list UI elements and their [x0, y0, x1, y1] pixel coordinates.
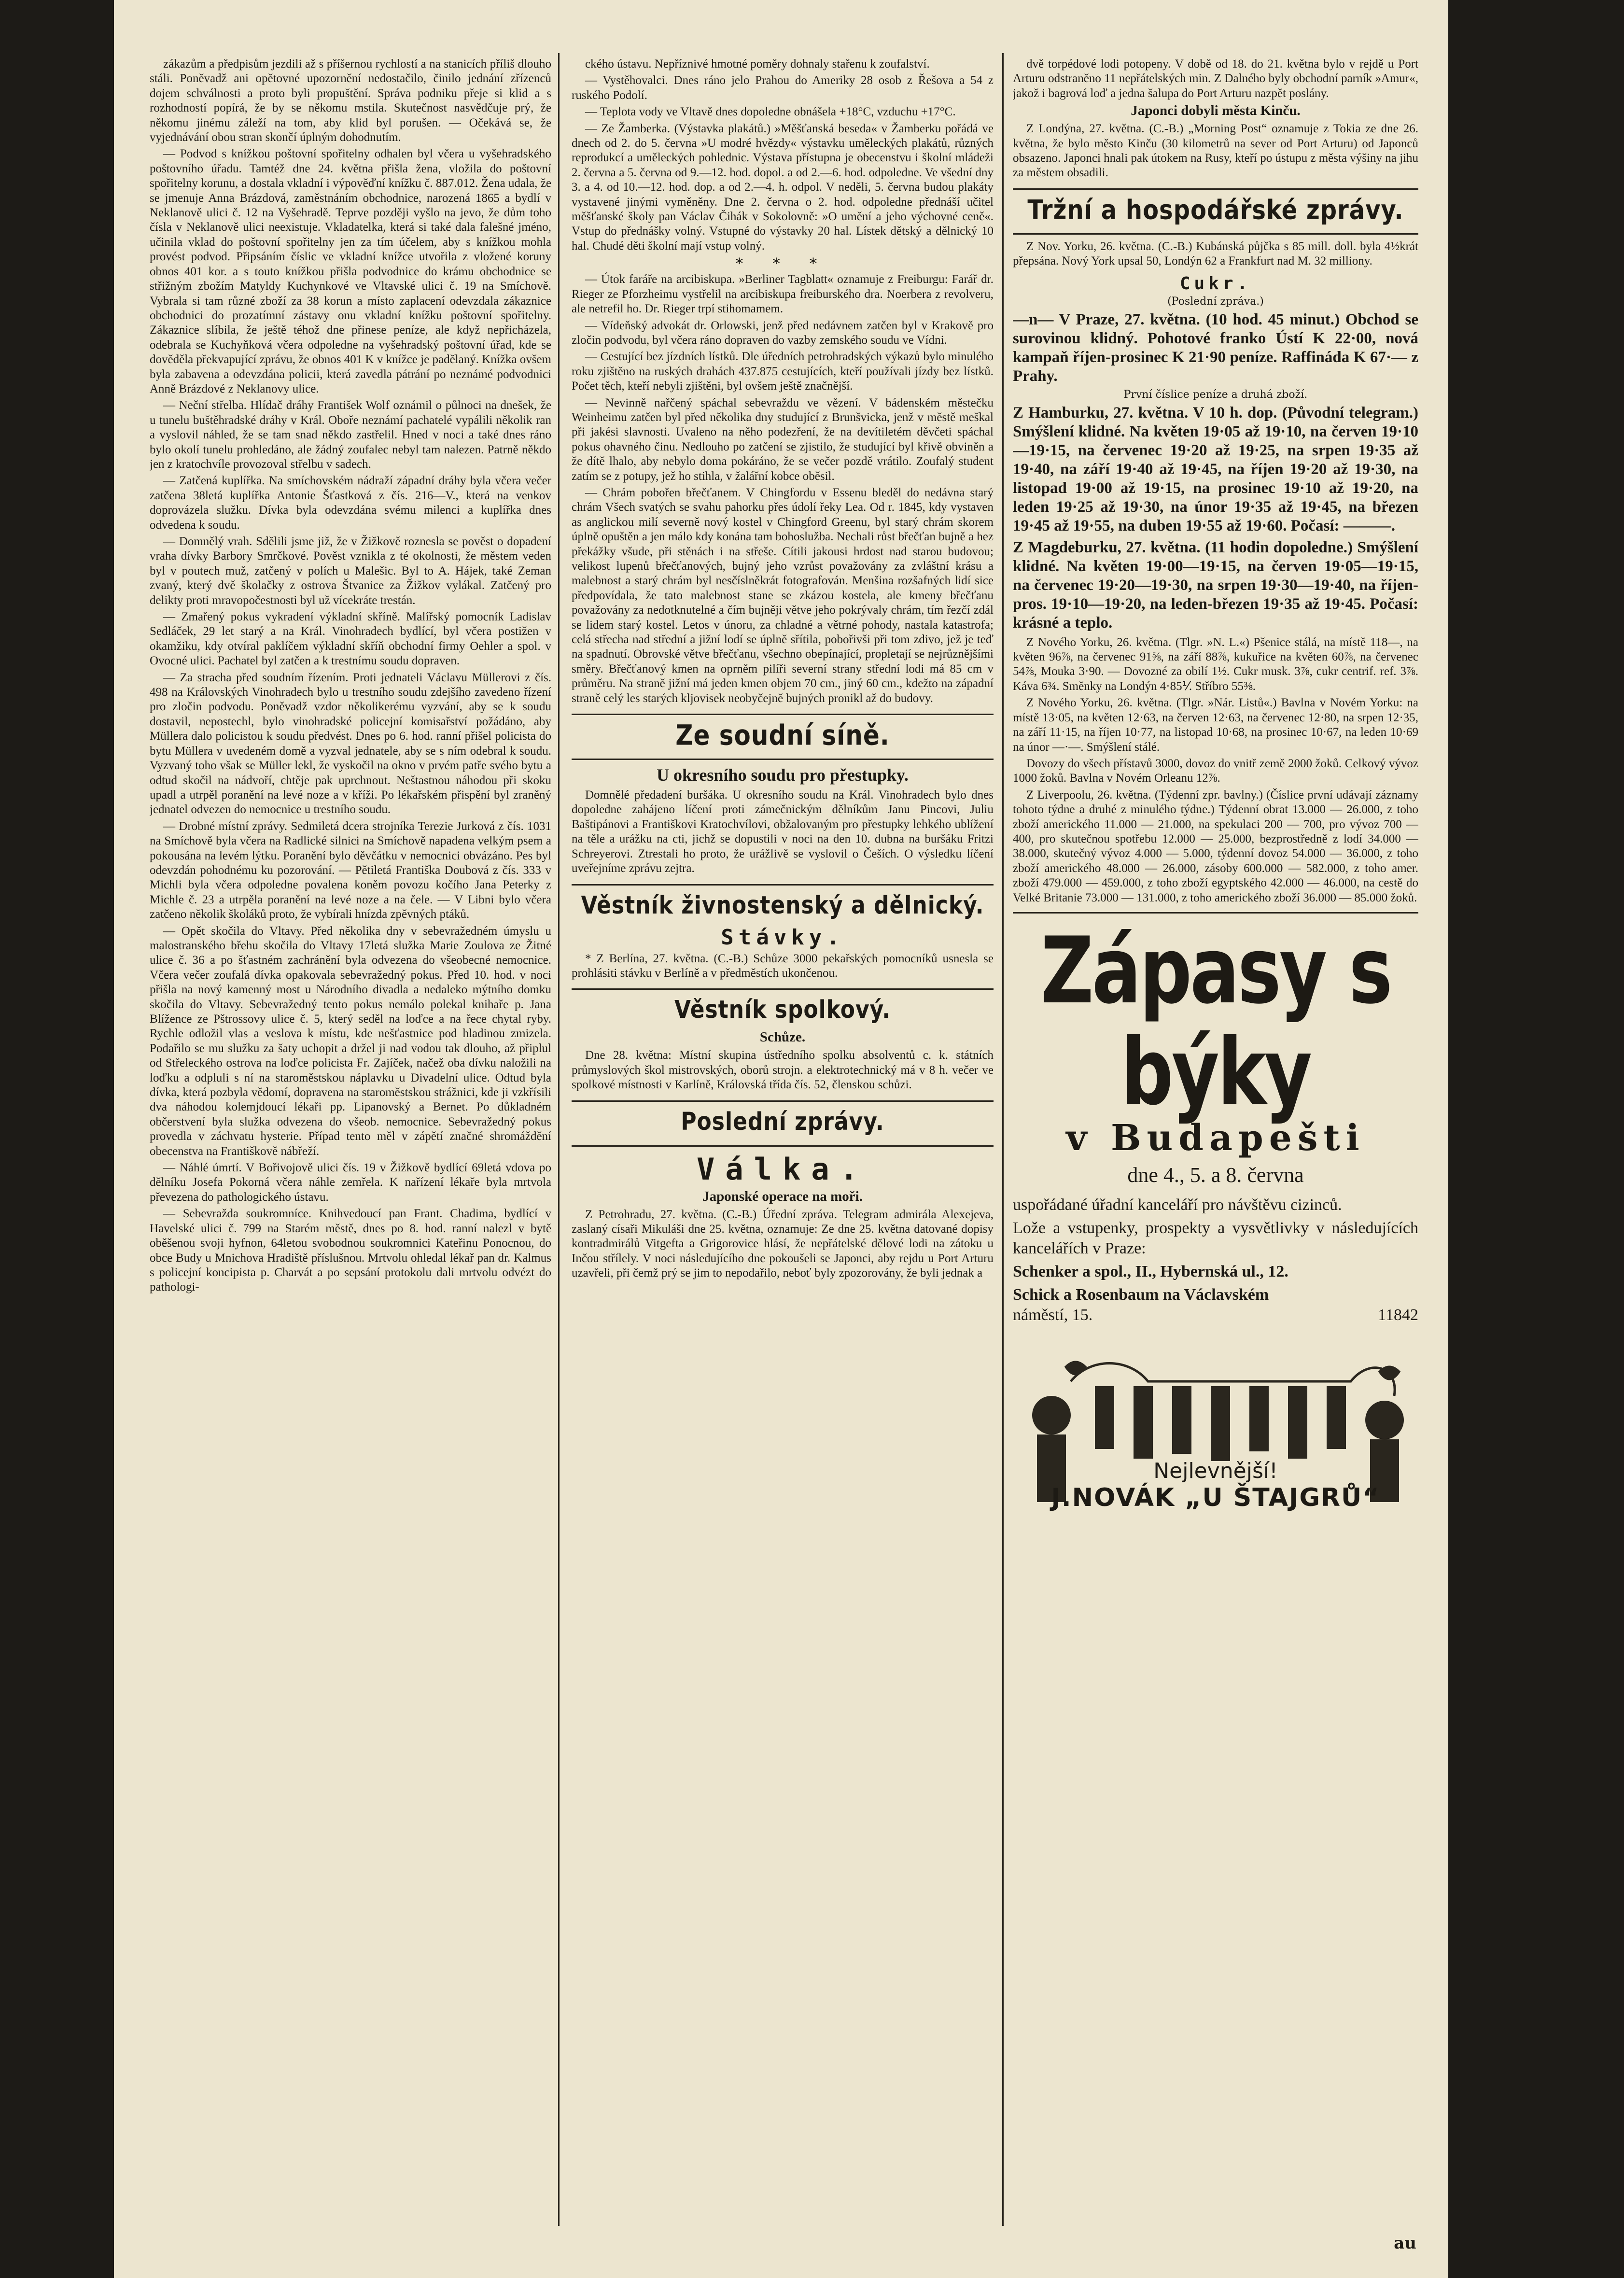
ad-text: Lože a vstupenky, prospekty a vysvětlivky v následujících kancelářích v Praze: — [1013, 1219, 1418, 1257]
section-rule — [572, 759, 994, 760]
ad-text: uspořádané úřadní kanceláří pro návštěvu cizinců. — [1013, 1195, 1342, 1214]
section-rule — [572, 988, 994, 990]
article-paragraph: — Vídeňský advokát dr. Orlowski, jenž před nedávnem zatčen byl v Krakově pro zločin podvodu, byl včera ráno dopraven do vazby zemského soudu ve Vídni. — [572, 319, 994, 347]
article-paragraph: * Z Berlína, 27. května. (C.-B.) Schůze 3000 pekařských pomocníků usnesla se prohlásiti stávku v Berlíně a v předměstích ukončenou. — [572, 952, 994, 980]
article-paragraph: Domnělé předadení buršáka. U okresního soudu na Král. Vinohradech bylo dnes dopoledne zahájeno líčení proti zámečnickým dělníkům Janu Pincovi, Juliu Baštipánovi a Františkovi Kratochvílovi, obžalovaným pro přestupky lehkého ublížení na těle a urážku na cti, jichž se dopustili v noci na den 10. dubna na buršáku Fritzi Schreyerovi. Ztrestali ho proto, že urážlivě se vyslovil o Češích. O výsledku líčení uveřejníme zprávu zejtra. — [572, 788, 994, 875]
section-note: První číslice peníze a druhá zboží. — [1123, 388, 1308, 401]
market-report: —n— V Praze, 27. května. (10 hod. 45 minut.) Obchod se surovinou klidný. Pohotové franko Ústí K 22·00, nová kampaň říjen-prosinec K 21·90 peníze. Raffináda K 67·— z Prahy. — [1013, 310, 1418, 385]
article-paragraph: Z Nového Yorku, 26. května. (Tlgr. »N. L.«) Pšenice stálá, na místě 118—, na květen 96⅞, na červenec 91⅝, na září 88⅞, kukuřice na květen 60⅞, na červenec 54⅞, Mouka 3·90. — Dovozné za obilí 1½. Cukr musk. 3⅞, cukr centrif. ref. 3⅞. Káva 6¾. Směnky na Londýn 4·85⅟. Stříbro 55⅜. — [1013, 635, 1418, 693]
section-title: Poslední zprávy. — [681, 1107, 884, 1136]
ad-dates: dne 4., 5. a 8. června — [1127, 1163, 1304, 1187]
market-report: Z Hamburku, 27. května. V 10 h. dop. (Původní telegram.) Smýšlení klidné. Na květen 19·05 až 19·10, na červen 19·10—19·15, na červenec 19·20 až 19·25, na srpen 19·35 až 19·40, na září 19·40 až 19·45, na říjen 19·20 až 19·30, na listopad 19·00 až 19·15, na prosinec 19·10 až 19·20, na leden 19·25 až 19·30, na únor 19·35 až 19·45, na březen 19·45 až 19·55, na duben 19·55 až 19·60. Počasí: ———. — [1013, 404, 1418, 534]
ad-city: v Budapešti — [1066, 1117, 1365, 1159]
ad-text: Schick a Rosenbaum na Václavském — [1013, 1285, 1269, 1304]
ad-brand: J.NOVÁK „U ŠTAJGRŮ“ — [1051, 1483, 1380, 1512]
article-paragraph: — Neční střelba. Hlídač dráhy František Wolf oznámil o půlnoci na dnešek, že u tunelu buštěhradské dráhy v Král. Oboře neznámí pachatelé vypálili několik ran a vyslovil náhled, že se tam snad někdo zastřelil. Hned v noci a také dnes ráno bylo okolí tunelu prohledáno, ale žádný zoufalec nebyl tam nalezen. Patrně někdo jen z kratochvíle provozoval střelbu v sadech. — [150, 399, 551, 471]
section-stars: * * * — [735, 255, 830, 273]
ad-row — [1013, 1305, 1418, 1325]
column-2 — [572, 57, 994, 2230]
article-paragraph: — Domnělý vrah. Sdělili jsme již, že v Žižkově roznesla se pověst o dopadení vraha dívky Barbory Smrčkové. Pověst vznikla z té okolnosti, že městem veden byl v poutech muž, zatčený v polích u Malešic. Byl to A. Hájek, také Zeman zvaný, který dvě školačky z ostrova Štvanice za Žižkov vylákal. Zatčený pro delikty proti mravopočestnosti byl už vícekráte trestán. — [150, 535, 551, 607]
article-paragraph: — Sebevražda soukromníce. Knihvedoucí pan Frant. Chadima, bydlící v Havelské ulici č. 799 na Starém městě, dnes po 8. hod. ranní nalezl v bytě oběšenou svoji hyfnon, 64letou svobodnou soukromnici Kateřinu Ponocnou, do obce Budy u Mnichova Hradiště příslušnou. Mrtvolu ohledal lékař pan dr. Kalmus s policejní koncipista p. Charvát a po sepsání protokolu dali mrtvolu odvézt do pathologi- — [150, 1207, 551, 1294]
section-rule — [572, 884, 994, 886]
ad-slogan: Nejlevnější! — [1153, 1458, 1278, 1483]
advertisement — [1013, 912, 1418, 1512]
section-title: Věstník spolkový. — [674, 996, 891, 1025]
article-paragraph: — Útok faráře na arcibiskupa. »Berliner Tagblatt« oznamuje z Freiburgu: Farář dr. Rieger ze Pforzheimu vystřelil na arcibiskupa freiburského dra. Noerbera z revolveru, ale netrefil ho. Dr. Rieger trpí stihomamem. — [572, 273, 994, 316]
ad-text: náměstí, 15. — [1013, 1306, 1093, 1324]
article-paragraph: Z Nového Yorku, 26. května. (Tlgr. »Nár. Listů«.) Bavlna v Novém Yorku: na místě 13·05, na květen 12·63, na červen 12·63, na červenec 12·80, na srpen 12·35, na září 11·15, na říjen 10·77, na listopad 10·68, na prosinec 10·67, na leden 10·69 na únor —·—. Smýšlení stálé. — [1013, 696, 1418, 754]
section-subtitle: Stávky. — [721, 925, 844, 950]
article-paragraph: Z Petrohradu, 27. května. (C.-B.) Úřední zpráva. Telegram admirála Alexejeva, zaslaný císaři Mikuláši dne 25. května, oznamuje: Ze dne 25. května datované dopisy kontradmirálů Vitgefta a Grigorovice hlásí, že nepřátelské dělové lodi na zátoku u Inčou střílely. V noci následujícího dne pokoušeli se Japonci, aby rejdu u Port Arturu uzavřeli, při čemž prý se jim to nepodařilo, neboť byly zpozorovány, že byli jednak a — [572, 1208, 994, 1280]
section-rule — [1013, 233, 1418, 235]
article-paragraph: — Podvod s knížkou poštovní spořitelny odhalen byl včera u vyšehradského poštovního úřadu. Tamtéž dne 24. května přišla žena, vložila do poštovní spořitelny korunu, a dostala vkladní i výpověďní knížku č. 887.012. Žena udala, že se jmenuje Anna Brázdová, zaměstnáním obchodnice, narozená 1865 a bydlí v Neklanově ulici č. 12 na Vyšehradě. Teprve později vyšlo na jevo, že dům toho čísla v Neklanově ulici neexistuje. Vkladatelka, která si také dala falešné jméno, učinila vklad do poštovní spořitelny jen za tím účelem, aby s knížkou mohla provést podvod. Připsáním číslic ve vkladní knížce utvořila z vložené koruny obnos 401 kor. a s touto knížkou přišla podvodnice do krámu obchodnice se střižným zbožím Matyldy Kuchynkové ve Vltavské ulici č. 19 na Smíchově. Vybrala si tam různé zboží za 38 korun a místo zaplacení odevzdala zákaznice obchodnici do prozatímní zástavy onu vkladní knížku poštovní spořitelny. Zákaznice slíbila, že ještě téhož dne přinese peníze, ale když nepřicházela, odebrala se Kuchyňková včera odpoledne na vyšehradský poštovní úřad, kde se dověděla překvapující zprávu, že obnos 401 K v knížce je padělaný. Knížka ovšem byla zabavena a odevzdána policii, která zavedla pátrání po neznámé podvodnici Anně Brázdové z Neklanovy ulice. — [150, 147, 551, 395]
section-subtitle: Japonské operace na moři. — [702, 1188, 863, 1204]
section-rule — [572, 1145, 994, 1147]
article-paragraph: — Drobné místní zprávy. Sedmiletá dcera strojníka Terezie Jurková z čís. 1031 na Smíchově byla včera na Radlické silnici na Smíchově napadena velkým psem a pokousána na levém lýtku. Poranění bylo děvčátku v nemocnici obvázáno. Pes byl odevzdán pohodnému ku pozorování. — Pětiletá Františka Doubová z čís. 333 v Michli byla včera odpoledne povalena koněm povozu kočího Jana Peterky z Michle č. 23 a utrpěla poranění na levé noze a na čele. — V Libni bylo včera zatčeno několik školáků proto, že vybírali hnízda zpěvných ptáků. — [150, 819, 551, 921]
article-paragraph: Z Nov. Yorku, 26. května. (C.-B.) Kubánská půjčka s 85 mill. doll. byla 4½krát přepsána. Nový York upsal 50, Londýn 62 a Frankfurt nad M. 32 milliony. — [1013, 239, 1418, 268]
article-paragraph: — Chrám pobořen břečťanem. V Chingfordu v Essenu bleděl do nedávna starý chrám Všech svatých se svahu pahorku přes údolí řeky Lea. Od r. 1845, kdy vystaven as anglickou milí severně nový kostel v Chingford Greenu, byl starý chrám skorem úplně opuštěn a jen málo kdy konána tam bohoslužba. Nechali růst břečťan bujně a hez překážky všude, při stěnách i na střeše. Cítili jakousi hrdost nad starou budovou; velikost lupenů břečťanových, bujný jeho vzrůst považovány za zvláštní krásu a malebnost a starý chrám byl nesčíslněkrát fotografován. Menšina rozšafných lidí sice předpovídala, že tato malebnost stane se zkázou kostela, ale kmeny břečťanu považovány za nedotknutelné a čím bujněji větve jeho pokrývaly chrám, tím řezčí zdál se lidem starý kostel. Letos v únoru, za chladné a větrné pohody, nastala katastrofa; celá střecha nad střední a jižní lodí se úplně sřítila, pobořivši při tom zdivo, jež je teď na spadnutí. Obrovské větve břečťanu, všechno obepínající, propletají se nejrůznějšími směry. Břečťanový kmen na oprněm pilíři severní strany střední lodi má 85 cm v průměru. Na straně jižní má jeden kmen objem 70 cm., jiný 60 cm., kdežto na západní straně celý les starých kljovisek neobyčejně bujných pronikl až do budovy. — [572, 486, 994, 705]
section-subtitle: Schůze. — [759, 1029, 806, 1045]
article-paragraph: — Za stracha před soudním řízením. Proti jednateli Václavu Müllerovi z čís. 498 na Královských Vinohradech bylo u trestního soudu zdejšího zavedeno řízení pro zločin podvodu. Poněvadž vzdor několikerému vyzvání, aby se k soudu dostavil, nepostechl, bylo vinohradské policejní komisařství požádáno, aby Müllera dalo policistou k soudu předvést. Dnes po 6. hod. ranní přišel policista do bytu Müllera v uvedeném domě a vyzval jednatele, aby se s ním odebral k soudu. Vyzvaný toho však se Müller lekl, že vyskočil na okno v prvém patře svého bytu a odtud skočil na nádvoří, chtěje pak uprchnout. Neštastnou náhodou při skoku upadl a utrpěl poranění na levé noze a v kříži. Po lékařském přispění byl zraněný jednatel odvezen do nemocnice u trestního soudu. — [150, 671, 551, 816]
column-1 — [150, 57, 551, 2230]
column-rule — [1002, 53, 1004, 2226]
article-paragraph: — Zatčená kuplířka. Na smíchovském nádraží západní dráhy byla včera večer zatčena 38letá kuplířka Antonie Šťastková z čís. 216—V., která na venkov doprovázela služku. Dívka byla odevzdána svému milenci a kuplířka dnes odvedena k soudu. — [150, 474, 551, 532]
article-paragraph: — Opět skočila do Vltavy. Před několika dny v sebevražedném úmyslu u malostranského břehu skočila do Vltavy 17letá služka Marie Zoulova ze Žitné ulice č. 36 a po šťastném zachránění byla odvezena do všeobecné nemocnice. Včera večer zoufalá dívka opakovala sebevražedný pokus. Před 10. hod. v noci přišla na nový kamenný most u Národního divadla a nedaleko mýtního domku skočila do Vltavy. Sebevražedný tento pokus nemálo polekal knihaře p. Jana Blížence ze Pštrossovy ulice č. 5, který seděl na loďce a na řece chytal ryby. Rychle odložil vlas a veslova k místu, kde nešťastnice pod hladinou zmizela. Podařilo se mu služku za šaty uchopit a držel ji nad vodou tak dlouho, až připlul od Střeleckého ostrova na loďce policista Fr. Zajíček, načež oba dívku naložili na loďku a odpluli s ní na staroměstskou náplavku u Divadelní ulice. Odtud byla dívka, která pozbyla vědomí, dopravena na staroměstskou strážnici, kde ji vzkřísili dva náhodou kolemjdoucí lékaři pp. Lipanovský a Bernet. Po důkladném občerstvení byla služka odvezena do všeob. nemocnice. Sebevražedný pokus provedla v záchvatu hysterie. Případ tento měl v zápětí značné shromáždění obecenstva na Františkově nábřeží. — [150, 924, 551, 1158]
section-subtitle: Japonci dobyli města Kinču. — [1131, 103, 1301, 119]
ad-text: Schenker a spol., II., Hybernská ul., 12. — [1013, 1262, 1288, 1280]
section-subtitle: Válka. — [697, 1151, 868, 1187]
article-paragraph: Z Liverpoolu, 26. května. (Týdenní zpr. bavlny.) (Číslice první udávají záznamy tohoto týdne a druhé z minulého týdne.) Týdenní obrat 13.000 — 26.000, z toho zboží amerického 11.000 — 21.000, na spekulaci 200 — 700, pro vývoz 700 — 400, pro skutečnou spotřebu 12.000 — 25.000, bezprostředně z lodí 34.000 — 38.000, skutečný vývoz 4.000 — 5.000, týdenní dovoz 54.000 — 36.000, z toho zboží amerického 48.000 — 26.000, zásoby 600.000 — 582.000, z toho amer. zboží 479.000 — 459.000, z toho zboží egyptského 42.000 — 46.000, na cestě do Velké Britanie 73.000 — 131.000, z toho amerického zboží 36.000 — 85.000 žoků. — [1013, 788, 1418, 904]
section-rule — [1013, 188, 1418, 190]
article-paragraph: — Ze Žamberka. (Výstavka plakátů.) »Měšťanská beseda« v Žamberku pořádá ve dnech od 2. do 5. června »U modré hvězdy« výstavku uměleckých plakátů, různých reprodukcí a uměleckých pohlednic. Výstava přístupna je obecenstvu i školní mládeži 2. června a 5. června od 9.—12. hod. dopol. a od 2.—6. hod. odpoledne. Ve všední dny 3. a 4. od 10.—12. hod. dop. a od 2.—4. h. odpol. V neděli, 5. června budou plakáty vystavené jinými vyměněny. Dne 2. června o 2. hod. odpoledne přednáší učitel měšťanské školy pan Václav Čihák v Sokolovně: »O umění a jeho výchovné ceně«. Vstup do přednášky volný. Vstupné do výstavky 20 hal. Lístek dětský a dělnický 10 hal. Chudé děti školní mají vstup volný. — [572, 122, 994, 253]
article-paragraph: — Vystěhovalci. Dnes ráno jelo Prahou do Ameriky 28 osob z Řešova a 54 z ruského Podolí. — [572, 74, 994, 102]
article-paragraph: — Teplota vody ve Vltavě dnes dopoledne obnášela +18°C, vzduchu +17°C. — [585, 105, 956, 119]
section-note: (Poslední zpráva.) — [1167, 295, 1264, 308]
column-3 — [1013, 57, 1418, 2230]
section-subtitle: Cukr. — [1179, 273, 1252, 294]
article-paragraph: Z Londýna, 27. května. (C.-B.) „Morning Post“ oznamuje z Tokia ze dne 26. května, že bylo město Kinču (30 kilometrů na sever od Port Arturu) od Japonců obsazeno. Japonci hnali pak útokem na Rusy, kteří po ústupu z města výšiny na jihu za městem obsadili. — [1013, 122, 1418, 180]
section-title: Věstník živnostenský a dělnický. — [581, 891, 984, 920]
column-rule — [558, 53, 560, 2226]
ad-number: 11842 — [1378, 1306, 1418, 1324]
article-paragraph: — Nevinně nařčený spáchal sebevraždu ve vězení. V bádenském městečku Weinheimu zatčen byl před několika dny studující z Brunšvicka, jenž v městě meškal při jakési slavnosti. Uvaleno na něho podezření, že na devítiletém děvčeti spáchal pokus ohavného činu. Nedlouho po zatčení se zjistilo, že studující byl křivě obviněn a že dítě lhalo, aby nebylo doma pokáráno, že se večer pozdě vrátilo. Zoufalý student zatím se z potupy, jež ho stihla, v žalářní kobce oběsil. — [572, 396, 994, 483]
section-subtitle: U okresního soudu pro přestupky. — [657, 765, 909, 785]
section-rule — [572, 714, 994, 715]
article-paragraph: ckého ústavu. Nepříznivé hmotné poměry dohnaly stařenu k zoufalství. — [585, 57, 930, 70]
page-mark: au — [1394, 2234, 1416, 2253]
article-paragraph: zákazům a předpisům jezdili až s příšernou rychlostí a na stanicích příliš dlouho stáli. Poněvadž ani opětovné upozornění nedostačilo, činilo jednání zřízenců dojem schválnosti a proto byli propuštění. Správa podniku přeje si klid a s rozhodností popírá, že by se někomu mstila. Skutečnost nasvědčuje prý, že někomu jinému záleží na tom, aby klid byl porušen. — Očekává se, že vyjednávání obou stran skončí úplným dohodnutím. — [150, 57, 551, 144]
article-paragraph: — Zmařený pokus vykradení výkladní skříně. Malířský pomocník Ladislav Sedláček, 29 let starý a na Král. Vinohradech bydlící, byl včera postižen v okamžiku, kdy otvíral paklíčem výkladní skříň obchodní firmy Oehler a spol. v Ovocné ulici. Pachatel byl zatčen a k trestnímu soudu dopraven. — [150, 610, 551, 668]
article-paragraph: dvě torpédové lodi potopeny. V době od 18. do 21. května bylo v rejdě u Port Arturu odstraněno 11 nepřátelských min. Z Dalného byly obchodní parník »Amur«, jakož i bagrová loď a jedna šalupa do Port Arturu nazpět poslány. — [1013, 57, 1418, 100]
ad-headline: Zápasy s býky — [1040, 917, 1391, 1125]
section-rule — [572, 1100, 994, 1102]
newspaper-page — [114, 0, 1448, 2278]
article-paragraph: — Cestující bez jízdních lístků. Dle úředních petrohradských výkazů bylo minulého roku zjištěno na ruských drahách 437.875 cestujících, kteří používali jízdy bez lístků. Počet těch, kteří nebyli zjištěni, byl ovšem ještě značnější. — [572, 350, 994, 393]
article-paragraph: Dovozy do všech přístavů 3000, dovoz do vnitř země 2000 žoků. Celkový vývoz 1000 žoků. Bavlna v Novém Orleanu 12⅞. — [1013, 757, 1418, 785]
section-title: Tržní a hospodářské zprávy. — [1027, 194, 1404, 226]
article-paragraph: Dne 28. května: Místní skupina ústředního spolku absolventů c. k. státních průmyslových škol mistrovských, oborů strojn. a elektrotechnický má v 8 h. večer ve spolkové místnosti v Karlíně, Královská třída čís. 52, členskou schůzi. — [572, 1049, 994, 1092]
article-paragraph: — Náhlé úmrtí. V Bořivojově ulici čís. 19 v Žižkově bydlící 69letá vdova po dělníku Josefa Pokorná včera náhle zemřela. K nařízení lékaře byla mrtvola převezena do pathologického ústavu. — [150, 1161, 551, 1204]
section-title: Ze soudní síně. — [675, 719, 890, 752]
market-report: Z Magdeburku, 27. května. (11 hodin dopoledne.) Smýšlení klidné. Na květen 19·00—19·15, na červen 19·05—19·15, na červenec 19·20—19·30, na srpen 19·30—19·40, na říjen-pros. 19·10—19·20, na leden-březen 19·35 až 19·45. Počasí: krásné a teplo. — [1013, 538, 1418, 632]
